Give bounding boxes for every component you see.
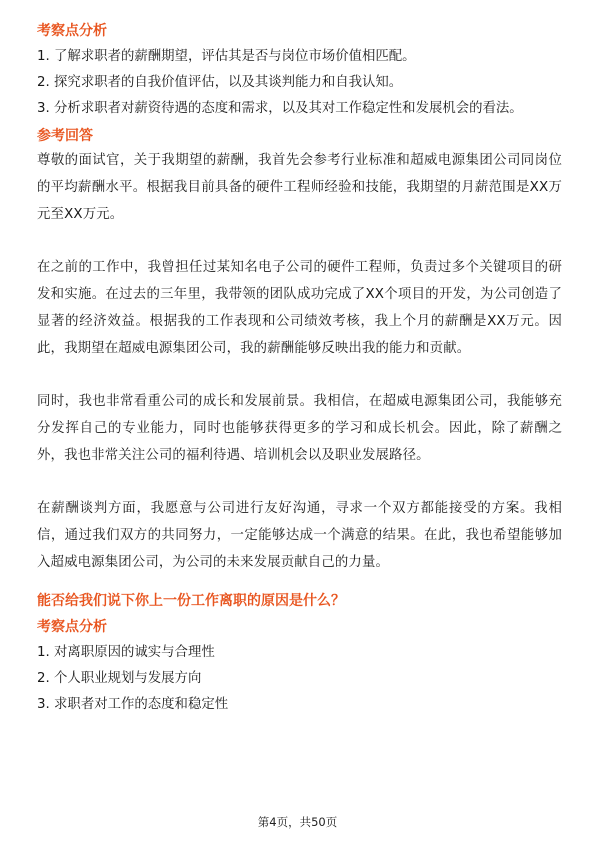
answer-paragraph: 在之前的工作中，我曾担任过某知名电子公司的硬件工程师，负责过多个关键项目的研发和实施。在过去的三年里，我带领的团队成功完成了XX个项目的开发，为公司创造了显著的经济效益。根据我的工作表现和公司绩效考核，我上个月的薪酬是XX万元。因此，我期望在超威电源集团公司，我的薪酬能够反映出我的能力和贡献。: [37, 260, 562, 356]
paragraph-spacer: [37, 228, 562, 254]
paragraph-spacer: [37, 469, 562, 495]
analysis-heading: 考察点分析: [37, 23, 107, 39]
answer-paragraph: 在薪酬谈判方面，我愿意与公司进行友好沟通，寻求一个双方都能接受的方案。我相信，通过我们双方的共同努力，一定能够达成一个满意的结果。在此，我也希望能够加入超威电源集团公司，为公司的未来发展贡献自己的力量。: [37, 501, 562, 570]
interview-question: 能否给我们说下你上一份工作离职的原因是什么？: [37, 593, 345, 609]
answer-paragraph: 尊敬的面试官，关于我期望的薪酬，我首先会参考行业标准和超威电源集团公司同岗位的平均薪酬水平。根据我目前具备的硬件工程师经验和技能，我期望的月薪范围是XX万元至XX万元。: [37, 153, 562, 222]
answer-paragraph: 同时，我也非常看重公司的成长和发展前景。我相信，在超威电源集团公司，我能够充分发挥自己的专业能力，同时也能够获得更多的学习和成长机会。因此，除了薪酬之外，我也非常关注公司的福利待遇、培训机会以及职业发展路径。: [37, 394, 562, 463]
analysis-item: 3. 求职者对工作的态度和稳定性: [37, 697, 229, 712]
analysis-item: 2. 个人职业规划与发展方向: [37, 671, 202, 686]
analysis-item: 1. 对离职原因的诚实与合理性: [37, 645, 215, 660]
page-content: [37, 20, 562, 721]
analysis-item: 3. 分析求职者对薪资待遇的态度和需求，以及其对工作稳定性和发展机会的看法。: [37, 101, 523, 116]
analysis-item: 1. 了解求职者的薪酬期望，评估其是否与岗位市场价值相匹配。: [37, 49, 416, 64]
page-number: 第4页，共50页: [257, 815, 338, 829]
analysis-list: [37, 643, 562, 715]
answer-body: [37, 147, 562, 576]
answer-heading: 参考回答: [37, 128, 93, 144]
analysis-list: [37, 47, 562, 119]
analysis-heading: 考察点分析: [37, 619, 107, 635]
paragraph-spacer: [37, 362, 562, 388]
analysis-item: 2. 探究求职者的自我价值评估，以及其谈判能力和自我认知。: [37, 75, 403, 90]
